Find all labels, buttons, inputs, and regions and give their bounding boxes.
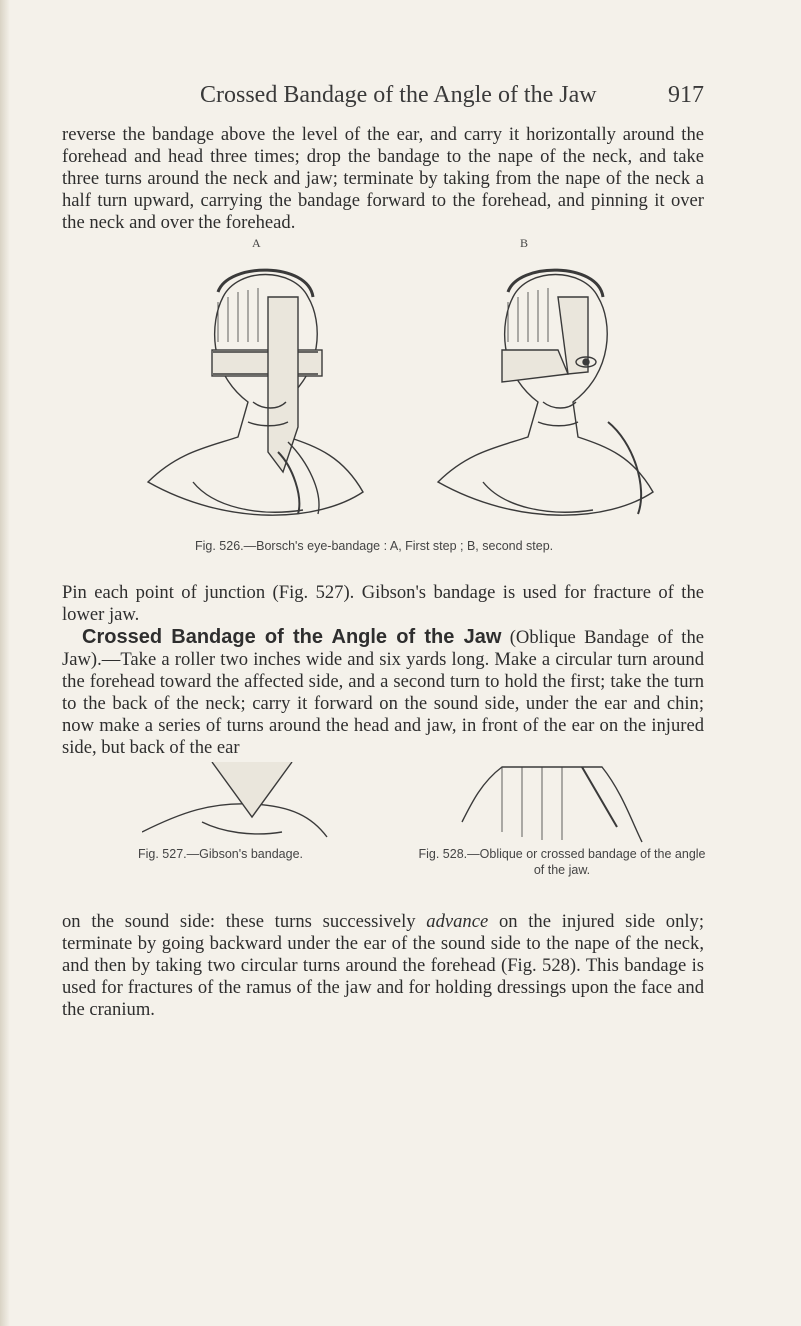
running-title: Crossed Bandage of the Angle of the Jaw — [200, 82, 597, 108]
fig526-label-a: A — [252, 236, 261, 250]
paragraph-final-end: on the injured side only; terminate by going backward under the ear of the sound side to the nape of the neck, and then by taking two circular turns around the forehead (Fig. 528). This bandage is used for fractures of the ramus of the jaw and for holding dressings upon the face and the cranium. — [62, 911, 704, 1020]
figures-527-528-illustration — [142, 762, 702, 848]
paragraph-final-start: on the sound side: these turns successively — [62, 911, 427, 932]
page-edge-shadow — [0, 0, 10, 1326]
fig528-head — [462, 767, 642, 842]
section-body: (Oblique Bandage of the Jaw).—Take a roller two inches wide and six yards long. Make a circular turn around the forehead toward the affected side, and a second turn to hold the first; take the turn to the back of the neck; carry it forward on the sound side, under the ear and chin; now make a series of turns around the head and jaw, in front of the ear on the injured side, but back of the ear — [62, 627, 704, 758]
paragraph-intro-line: Pin each point of junction (Fig. 527). Gibson's bandage is used for fracture of the lower jaw. — [62, 582, 704, 625]
page-number: 917 — [668, 82, 704, 108]
figure-526-caption: Fig. 526.—Borsch's eye-bandage : A, First step ; B, second step. — [195, 539, 554, 553]
fig526-a-head — [148, 270, 363, 515]
fig526-b-head — [438, 270, 653, 515]
section-heading: Crossed Bandage of the Angle of the Jaw — [82, 626, 502, 648]
figure-526-illustration — [118, 252, 678, 534]
fig526-label-b: B — [520, 236, 529, 250]
running-header — [0, 82, 801, 116]
emphasis-advance: advance — [426, 911, 489, 932]
paragraph-final — [62, 911, 704, 1021]
figure-528-caption: Fig. 528.—Oblique or crossed bandage of the angle of the jaw. — [418, 847, 706, 877]
paragraph-continued: reverse the bandage above the level of the ear, and carry it horizontally around the forehead and head three times; drop the bandage to the nape of the neck, and take three turns around the neck and jaw; terminate by taking from the nape of the neck a half turn upward, carrying the bandage forward to the forehead, and pinning it over the neck and over the forehead. — [62, 124, 704, 233]
figure-527-caption: Fig. 527.—Gibson's bandage. — [138, 847, 303, 861]
paragraph-section — [62, 582, 704, 759]
fig527-head — [142, 762, 327, 837]
